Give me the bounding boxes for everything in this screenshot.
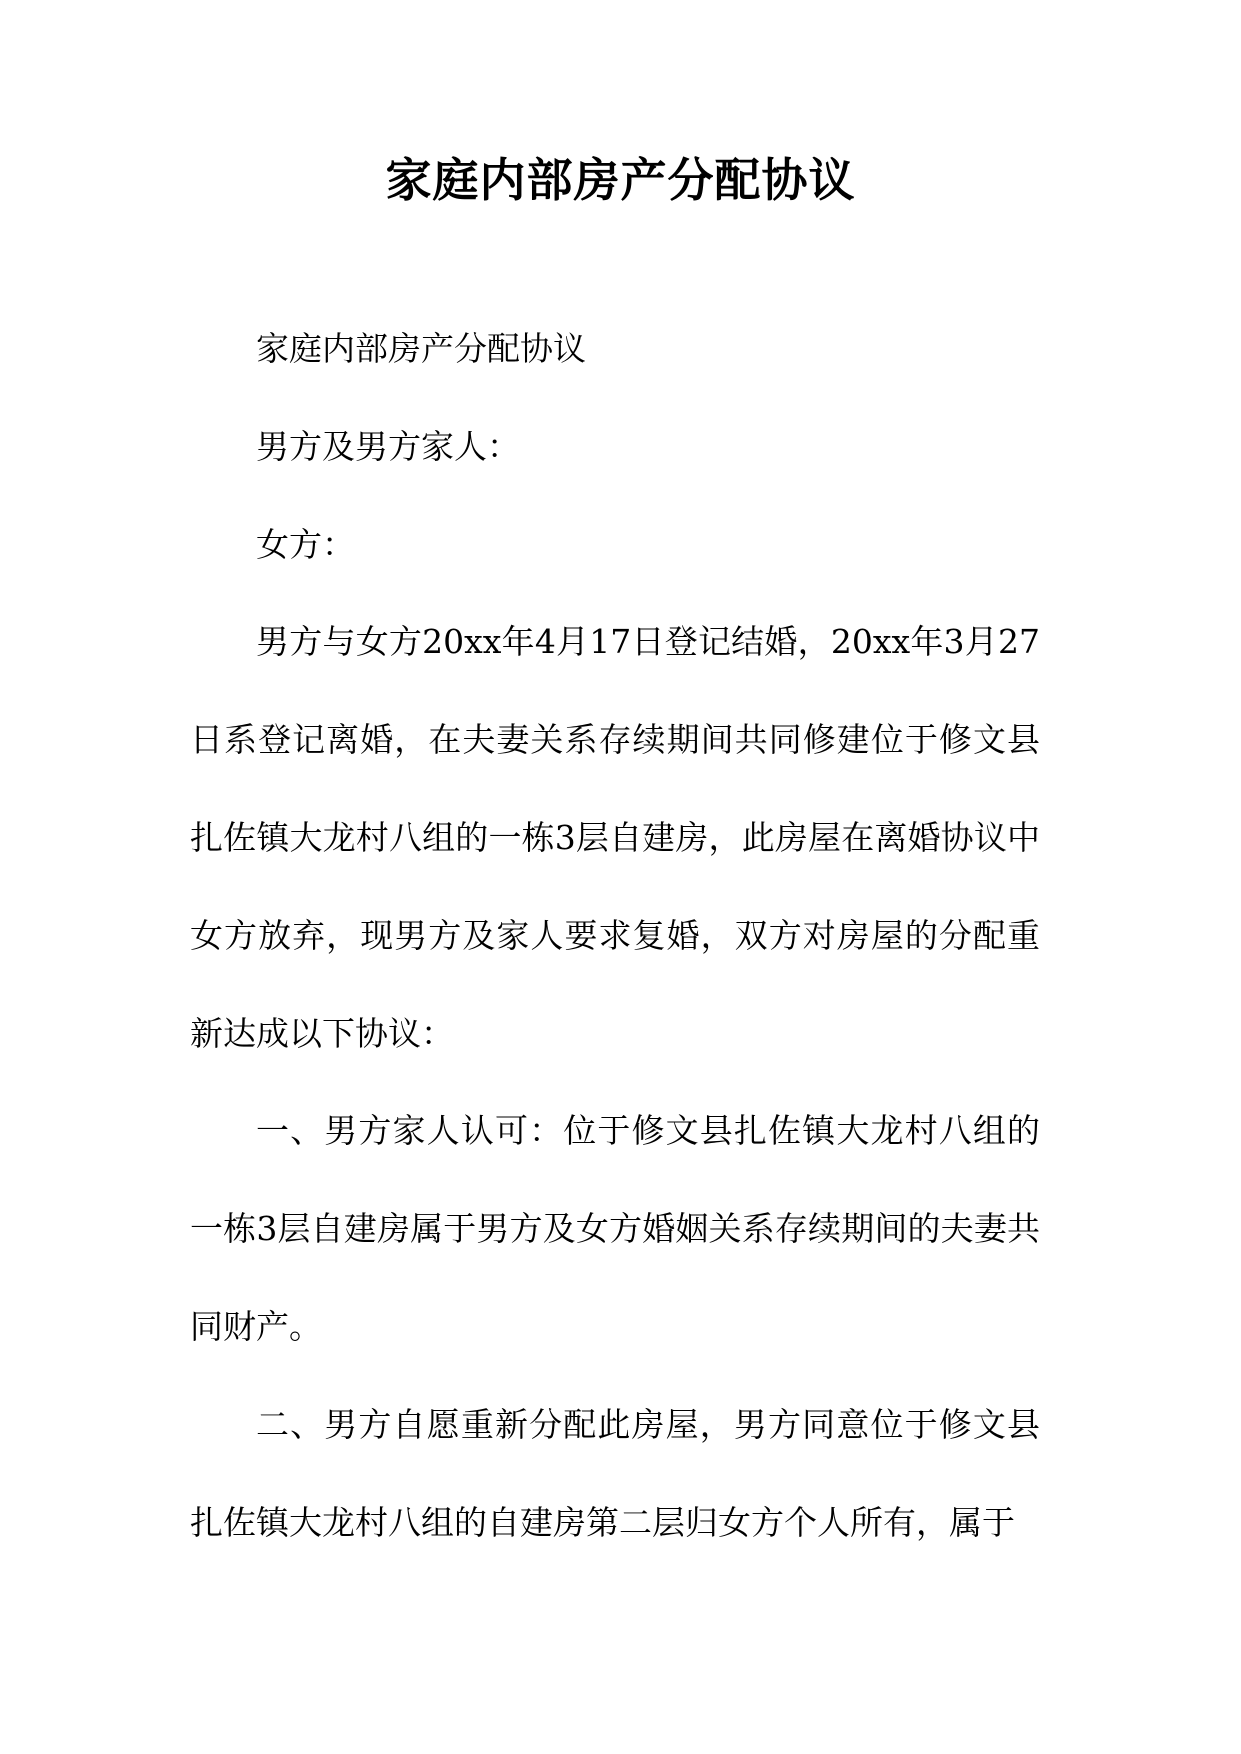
document-body	[190, 300, 1040, 1571]
paragraph-party-female: 女方：	[256, 524, 355, 564]
paragraph-heading: 家庭内部房产分配协议	[256, 329, 586, 368]
paragraph-party-male: 男方及男方家人：	[256, 426, 520, 466]
document-title: 家庭内部房产分配协议	[385, 153, 856, 207]
paragraph-clause-1: 一、男方家人认可：位于修文县扎佐镇大龙村八组的一栋3层自建房属于男方及女方婚姻关系存续期间的夫妻共同财产。	[190, 1111, 1040, 1346]
paragraph-clause-2: 二、男方自愿重新分配此房屋，男方同意位于修文县扎佐镇大龙村八组的自建房第二层归女方个人所有，属于	[190, 1404, 1040, 1542]
paragraph-background: 男方与女方20xx年4月17日登记结婚，20xx年3月27日系登记离婚，在夫妻关系存续期间共同修建位于修文县扎佐镇大龙村八组的一栋3层自建房，此房屋在离婚协议中女方放弃，现男方及家人要求复婚，双方对房屋的分配重新达成以下协议：	[190, 622, 1040, 1053]
